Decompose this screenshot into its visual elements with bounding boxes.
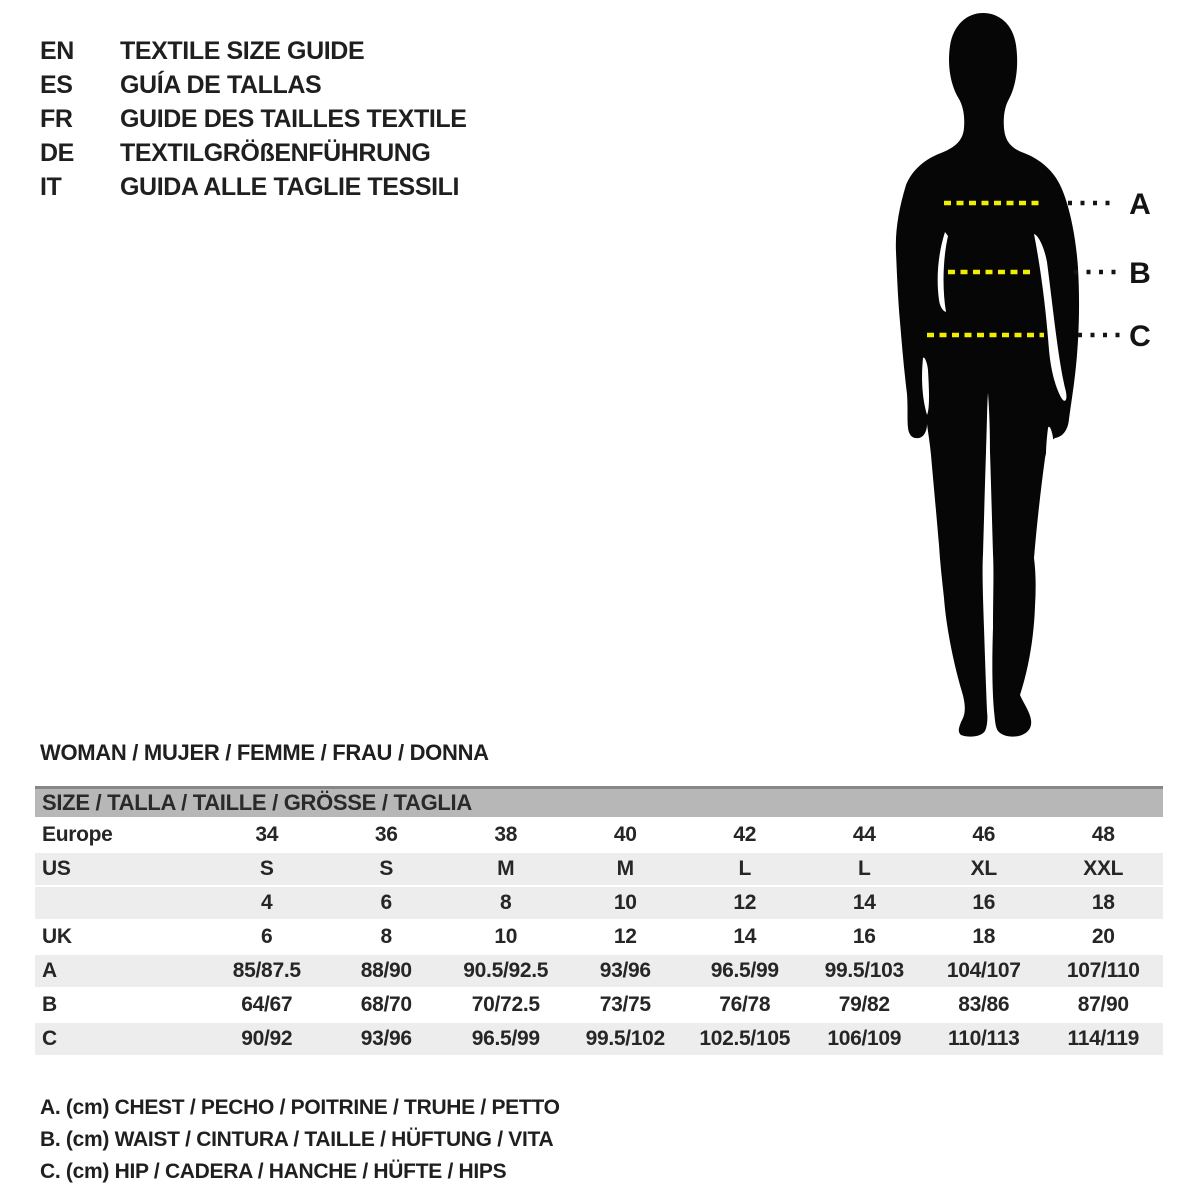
language-list (40, 34, 467, 204)
size-cell: 46 (924, 818, 1044, 852)
size-cell: 90/92 (207, 1022, 327, 1055)
size-cell: XXL (1044, 852, 1164, 886)
size-cell: 110/113 (924, 1022, 1044, 1055)
size-cell: 48 (1044, 818, 1164, 852)
size-cell: 12 (566, 920, 686, 954)
language-row-fr (40, 102, 467, 136)
size-cell: 36 (327, 818, 447, 852)
table-row (35, 988, 1163, 1022)
size-cell: 104/107 (924, 954, 1044, 988)
size-cell: M (566, 852, 686, 886)
table-row (35, 886, 1163, 920)
row-label: A (35, 954, 207, 988)
table-row (35, 852, 1163, 886)
size-cell: 102.5/105 (685, 1022, 805, 1055)
language-code: EN (40, 36, 74, 65)
size-cell: 18 (1044, 886, 1164, 920)
size-cell: 79/82 (805, 988, 925, 1022)
size-cell: 14 (685, 920, 805, 954)
size-cell: 106/109 (805, 1022, 925, 1055)
size-cell: 20 (1044, 920, 1164, 954)
size-cell: 85/87.5 (207, 954, 327, 988)
size-cell: 14 (805, 886, 925, 920)
figure-area (848, 0, 1200, 760)
size-cell: 76/78 (685, 988, 805, 1022)
row-label: Europe (35, 818, 207, 852)
size-cell: 18 (924, 920, 1044, 954)
size-cell: 96.5/99 (685, 954, 805, 988)
size-table-header: SIZE / TALLA / TAILLE / GRÖSSE / TAGLIA (35, 788, 1163, 819)
size-cell: 38 (446, 818, 566, 852)
language-code: ES (40, 70, 73, 99)
language-row-es (40, 68, 467, 102)
language-title: GUÍA DE TALLAS (120, 70, 322, 99)
woman-figure-svg (848, 0, 1200, 760)
size-cell: 93/96 (327, 1022, 447, 1055)
size-cell: M (446, 852, 566, 886)
table-row (35, 818, 1163, 852)
row-label: UK (35, 920, 207, 954)
size-cell: 88/90 (327, 954, 447, 988)
language-row-it (40, 170, 467, 204)
language-code: DE (40, 138, 74, 167)
size-cell: 10 (566, 886, 686, 920)
size-cell: 12 (685, 886, 805, 920)
size-cell: L (685, 852, 805, 886)
size-cell: 87/90 (1044, 988, 1164, 1022)
legend-line-hip: C. (cm) HIP / CADERA / HANCHE / HÜFTE / HIPS (40, 1160, 507, 1183)
size-cell: 42 (685, 818, 805, 852)
size-cell: 64/67 (207, 988, 327, 1022)
language-title: GUIDE DES TAILLES TEXTILE (120, 104, 467, 133)
language-title: TEXTILE SIZE GUIDE (120, 36, 365, 65)
size-cell: 90.5/92.5 (446, 954, 566, 988)
language-title: TEXTILGRÖßENFÜHRUNG (120, 138, 431, 167)
size-cell: 68/70 (327, 988, 447, 1022)
measurement-legend (40, 1092, 560, 1188)
table-row (35, 954, 1163, 988)
size-cell: 73/75 (566, 988, 686, 1022)
language-code: IT (40, 172, 62, 201)
table-row (35, 920, 1163, 954)
size-cell: 6 (327, 886, 447, 920)
size-cell: L (805, 852, 925, 886)
size-cell: 99.5/103 (805, 954, 925, 988)
size-cell: 99.5/102 (566, 1022, 686, 1055)
language-code: FR (40, 104, 73, 133)
row-label: B (35, 988, 207, 1022)
marker-label-chest: A (1129, 188, 1151, 221)
size-cell: 44 (805, 818, 925, 852)
size-cell: 16 (924, 886, 1044, 920)
size-cell: 16 (805, 920, 925, 954)
section-title-woman: WOMAN / MUJER / FEMME / FRAU / DONNA (40, 740, 489, 765)
size-cell: 114/119 (1044, 1022, 1164, 1055)
row-label: US (35, 852, 207, 886)
row-label (35, 886, 207, 920)
legend-line-waist: B. (cm) WAIST / CINTURA / TAILLE / HÜFTUNG / VITA (40, 1128, 554, 1151)
size-cell: 40 (566, 818, 686, 852)
size-cell: 93/96 (566, 954, 686, 988)
size-cell: 8 (327, 920, 447, 954)
size-cell: 70/72.5 (446, 988, 566, 1022)
size-cell: 34 (207, 818, 327, 852)
size-cell: S (207, 852, 327, 886)
size-cell: 6 (207, 920, 327, 954)
language-row-de (40, 136, 467, 170)
size-cell: 10 (446, 920, 566, 954)
size-cell: 4 (207, 886, 327, 920)
size-cell: XL (924, 852, 1044, 886)
language-title: GUIDA ALLE TAGLIE TESSILI (120, 172, 460, 201)
size-cell: 8 (446, 886, 566, 920)
size-table-header-row (35, 788, 1163, 819)
marker-label-hip: C (1129, 320, 1151, 353)
table-row (35, 1022, 1163, 1055)
language-row-en (40, 34, 467, 68)
size-cell: S (327, 852, 447, 886)
size-cell: 96.5/99 (446, 1022, 566, 1055)
legend-line-chest: A. (cm) CHEST / PECHO / POITRINE / TRUHE / PETTO (40, 1096, 560, 1119)
size-cell: 107/110 (1044, 954, 1164, 988)
size-table (35, 786, 1163, 1055)
row-label: C (35, 1022, 207, 1055)
marker-label-waist: B (1129, 257, 1151, 290)
size-cell: 83/86 (924, 988, 1044, 1022)
